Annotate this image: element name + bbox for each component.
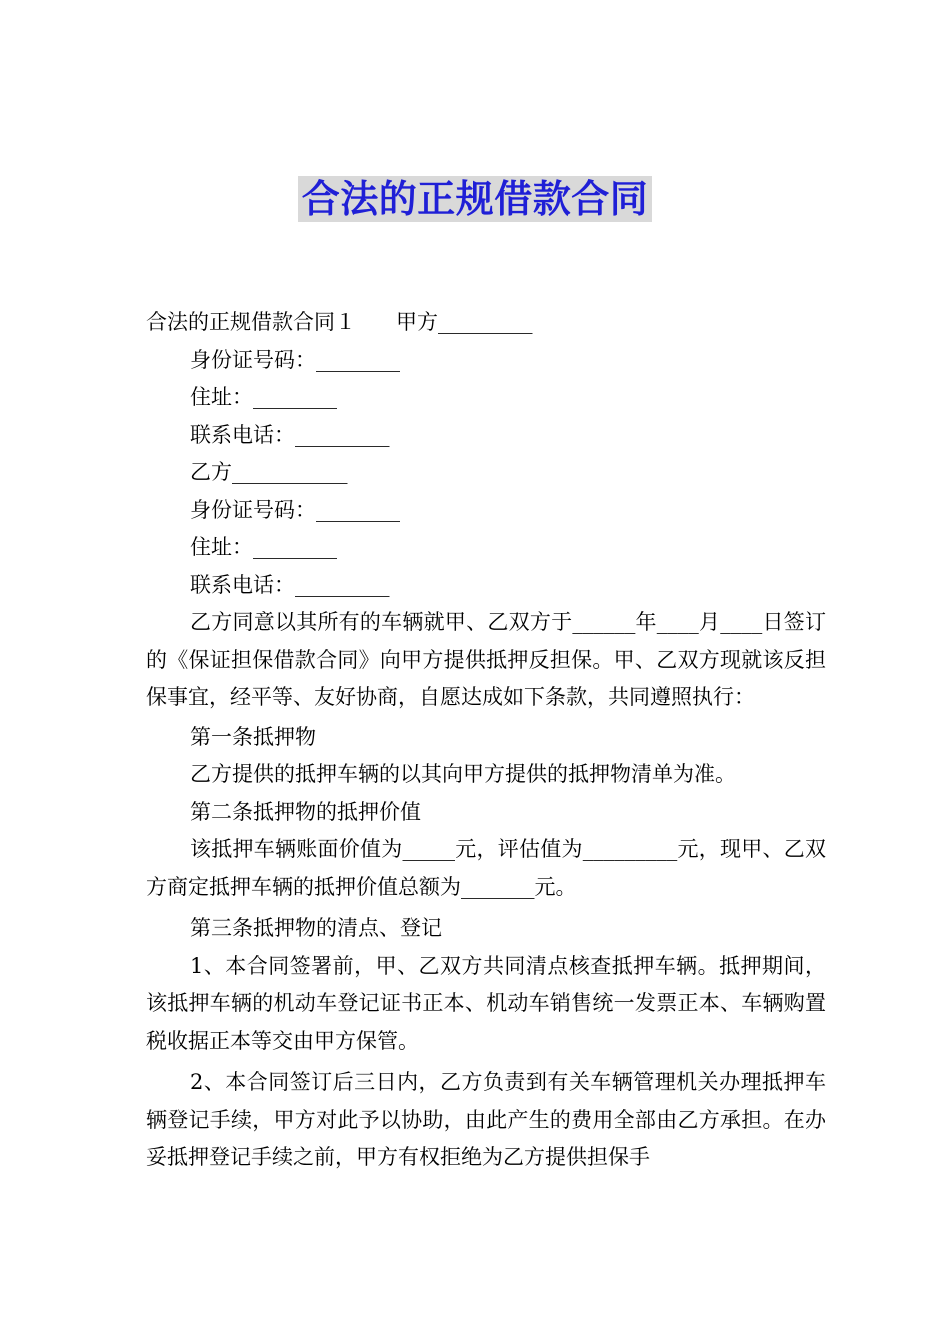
title-wrap <box>0 176 950 222</box>
document-title: 合法的正规借款合同 <box>298 176 653 222</box>
header-line <box>146 304 826 342</box>
article1-heading: 第一条抵押物 <box>190 724 316 749</box>
article3-item1: 1、本合同签署前，甲、乙双方共同清点核查抵押车辆。抵押期间，该抵押车辆的机动车登记证书正本、机动车销售统一发票正本、车辆购置税收据正本等交由甲方保管。 <box>146 953 826 1053</box>
party-a-id: 身份证号码：________ <box>190 347 400 372</box>
article3-item2: 2、本合同签订后三日内，乙方负责到有关车辆管理机关办理抵押车辆登记手续，甲方对此予以协助，由此产生的费用全部由乙方承担。在办妥抵押登记手续之前，甲方有权拒绝为乙方提供担保手 <box>146 1070 826 1169</box>
party-b-label: 乙方___________ <box>190 460 348 484</box>
article2-heading: 第二条抵押物的抵押价值 <box>190 799 421 824</box>
article1-text: 乙方提供的抵押车辆的以其向甲方提供的抵押物清单为准。 <box>190 762 736 786</box>
party-a-address: 住址：________ <box>190 385 337 409</box>
intro-paragraph: 乙方同意以其所有的车辆就甲、乙双方于______年____月____日签订的《保证担保借款合同》向甲方提供抵押反担保。甲、乙双方现就该反担保事宜，经平等、友好协商，自愿达成如下条款，共同遵照执行： <box>146 610 826 709</box>
party-b-phone: 联系电话：_________ <box>190 572 390 597</box>
document-body <box>146 304 826 1177</box>
party-a-label: 甲方_________ <box>396 310 533 334</box>
party-b-id: 身份证号码：________ <box>190 497 400 522</box>
party-a-phone: 联系电话：_________ <box>190 422 390 447</box>
article3-heading: 第三条抵押物的清点、登记 <box>190 916 442 940</box>
doc-name: 合法的正规借款合同１ <box>146 310 356 334</box>
article2-text: 该抵押车辆账面价值为_____元，评估值为_________元，现甲、乙双方商定抵押车辆的抵押价值总额为_______元。 <box>146 837 826 899</box>
party-b-address: 住址：________ <box>190 535 337 559</box>
